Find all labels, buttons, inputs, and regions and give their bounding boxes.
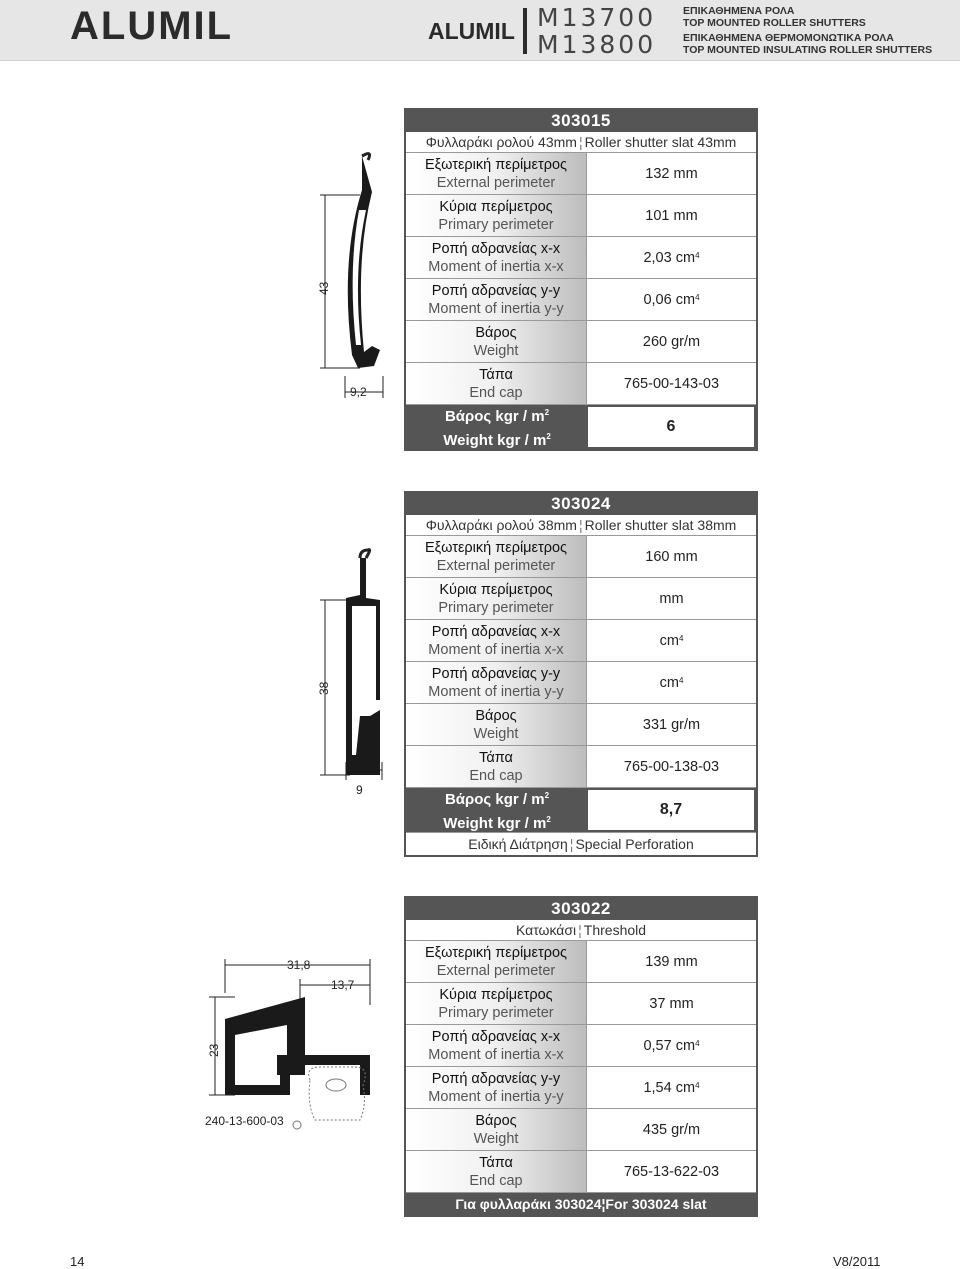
- alumil-logo: ALUMIL: [70, 4, 234, 48]
- description-en: Roller shutter slat 38mm: [584, 517, 737, 533]
- label-en: Moment of inertia x-x: [428, 258, 564, 275]
- label-gr: Ροπή αδρανείας x-x: [431, 623, 561, 640]
- dim-height: 23: [207, 1043, 221, 1057]
- row-primary-perimeter: [406, 578, 756, 620]
- header-line-2: TOP MOUNTED ROLLER SHUTTERS: [683, 17, 866, 29]
- label-en: Moment of inertia y-y: [428, 1088, 564, 1105]
- dim-width: 9: [356, 783, 363, 797]
- value: [586, 1067, 756, 1108]
- header-line-3: ΕΠΙΚΑΘΗΜΕΝΑ ΘΕΡΜΟΜΟΝΩΤΙΚΑ ΡΟΛΑ: [683, 32, 894, 44]
- row-moment-y: [406, 279, 756, 321]
- label-gr: Βάρος kgr / $m^2$: [444, 791, 550, 808]
- row-external-perimeter: [406, 536, 756, 578]
- slat-303015-drawing: [300, 140, 400, 410]
- label-gr: Βάρος: [475, 1112, 517, 1129]
- label-gr: Βάρος kgr / $m^2$: [444, 408, 550, 425]
- dim-height: 43: [317, 281, 331, 295]
- label-gr: Ροπή αδρανείας x-x: [431, 240, 561, 257]
- note-gr: Ειδική Διάτρηση: [468, 836, 568, 852]
- label-en: Primary perimeter: [438, 216, 554, 233]
- profile-description: Κατωκάσι ¦ Threshold: [406, 920, 756, 941]
- row-moment-x: [406, 620, 756, 662]
- label-en: Moment of inertia x-x: [428, 641, 564, 658]
- unit-exponent: 4: [695, 251, 700, 260]
- label-en: Weight: [473, 342, 519, 359]
- label-en: Moment of inertia y-y: [428, 300, 564, 317]
- value: [586, 279, 756, 320]
- label-gr: Κύρια περίμετρος: [439, 198, 553, 215]
- slat-303024-drawing: [300, 540, 400, 800]
- value: 331 gr/m: [586, 704, 756, 745]
- row-end-cap: [406, 746, 756, 788]
- value: 765-00-143-03: [586, 363, 756, 404]
- label-gr: Ροπή αδρανείας y-y: [431, 1070, 561, 1087]
- series-m13700: M13700: [537, 3, 657, 32]
- label-en: External perimeter: [436, 557, 556, 574]
- label-en: External perimeter: [436, 174, 556, 191]
- label-gr: Εξωτερική περίμετρος: [424, 944, 568, 961]
- row-end-cap: [406, 363, 756, 405]
- page-header: [0, 0, 960, 61]
- profile-code: 303022: [406, 898, 756, 920]
- row-primary-perimeter: [406, 195, 756, 237]
- gasket-code: 240-13-600-03: [205, 1114, 284, 1128]
- value: 160 mm: [586, 536, 756, 577]
- value: 6: [588, 405, 756, 449]
- value-text: 0,57 cm: [643, 1037, 696, 1054]
- unit-exponent: 4: [695, 1081, 700, 1090]
- value: [586, 662, 756, 703]
- profile-table-303015: [404, 108, 758, 451]
- row-moment-y: [406, 1067, 756, 1109]
- description-en: Roller shutter slat 43mm: [584, 134, 737, 150]
- label-en: Moment of inertia y-y: [428, 683, 564, 700]
- label-en: Primary perimeter: [438, 599, 554, 616]
- profile-code: 303015: [406, 110, 756, 132]
- description-gr: Κατωκάσι: [515, 922, 577, 938]
- page-number: 14: [70, 1254, 85, 1269]
- description-gr: Φυλλαράκι ρολού 38mm: [425, 517, 577, 533]
- header-line-4: TOP MOUNTED INSULATING ROLLER SHUTTERS: [683, 44, 933, 56]
- row-weight: [406, 1109, 756, 1151]
- value: 8,7: [588, 788, 756, 832]
- dim-width-1: 31,8: [287, 958, 311, 972]
- value: 101 mm: [586, 195, 756, 236]
- label-en: External perimeter: [436, 962, 556, 979]
- unit-exponent: 4: [678, 676, 684, 685]
- profile-description: Φυλλαράκι ρολού 38mm ¦ Roller shutter slat 38mm: [406, 515, 756, 536]
- value: 37 mm: [586, 983, 756, 1024]
- series-m13800: M13800: [537, 30, 657, 59]
- profile-table-303024: [404, 491, 758, 857]
- label-en: End cap: [469, 767, 523, 784]
- slat-compatibility-note: Για φυλλαράκι 303024¦For 303024 slat: [406, 1193, 756, 1215]
- value: 765-13-622-03: [586, 1151, 756, 1192]
- value: [586, 237, 756, 278]
- label-gr: Τάπα: [479, 366, 513, 383]
- label-en: Weight: [473, 1130, 519, 1147]
- unit-exponent: 4: [695, 293, 700, 302]
- label-en: Moment of inertia x-x: [428, 1046, 564, 1063]
- label-gr: Εξωτερική περίμετρος: [424, 156, 568, 173]
- label-en: End cap: [469, 384, 523, 401]
- value-text: cm: [659, 632, 679, 649]
- value: [586, 620, 756, 661]
- value-text: cm: [659, 674, 679, 691]
- label-gr: Τάπα: [479, 1154, 513, 1171]
- note-en: Special Perforation: [575, 836, 694, 852]
- label-en: End cap: [469, 1172, 523, 1189]
- row-weight: [406, 321, 756, 363]
- profile-description: Φυλλαράκι ρολού 43mm ¦ Roller shutter slat 43mm: [406, 132, 756, 153]
- row-weight-per-m2: [406, 788, 756, 832]
- label-en: Weight kgr / $m^2$: [443, 815, 551, 832]
- unit-exponent: 4: [678, 634, 684, 643]
- note-en: For 303024 slat: [605, 1196, 707, 1212]
- dim-width-2: 13,7: [331, 978, 355, 992]
- dim-height: 38: [317, 681, 331, 695]
- row-weight: [406, 704, 756, 746]
- description-gr: Φυλλαράκι ρολού 43mm: [425, 134, 577, 150]
- value: 435 gr/m: [586, 1109, 756, 1150]
- alumil-logo-small: ALUMIL: [428, 18, 515, 44]
- label-gr: Βάρος: [475, 707, 517, 724]
- value-text: 0,06 cm: [643, 291, 696, 308]
- special-perforation-note: Ειδική Διάτρηση ¦ Special Perforation: [406, 832, 756, 855]
- row-external-perimeter: [406, 153, 756, 195]
- row-weight-per-m2: [406, 405, 756, 449]
- label-en: Weight: [473, 725, 519, 742]
- row-end-cap: [406, 1151, 756, 1193]
- version-label: V8/2011: [833, 1254, 881, 1269]
- label-gr: Κύρια περίμετρος: [439, 986, 553, 1003]
- label-gr: Ροπή αδρανείας x-x: [431, 1028, 561, 1045]
- value: 132 mm: [586, 153, 756, 194]
- label-en: Primary perimeter: [438, 1004, 554, 1021]
- label-en: Weight kgr / $m^2$: [443, 432, 551, 449]
- row-moment-y: [406, 662, 756, 704]
- value-text: 1,54 cm: [643, 1079, 696, 1096]
- label-gr: Κύρια περίμετρος: [439, 581, 553, 598]
- value: 260 gr/m: [586, 321, 756, 362]
- header-line-1: ΕΠΙΚΑΘΗΜΕΝΑ ΡΟΛΑ: [683, 5, 795, 17]
- profile-code: 303024: [406, 493, 756, 515]
- row-external-perimeter: [406, 941, 756, 983]
- note-gr: Για φυλλαράκι 303024: [455, 1196, 602, 1212]
- value: [586, 1025, 756, 1066]
- unit-exponent: 4: [695, 1039, 700, 1048]
- threshold-303022-drawing: [195, 955, 400, 1155]
- label-gr: Ροπή αδρανείας y-y: [431, 665, 561, 682]
- dim-width: 9,2: [350, 385, 367, 399]
- row-moment-x: [406, 1025, 756, 1067]
- value: 765-00-138-03: [586, 746, 756, 787]
- value: 139 mm: [586, 941, 756, 982]
- header-divider: [523, 8, 527, 54]
- label-gr: Βάρος: [475, 324, 517, 341]
- label-gr: Εξωτερική περίμετρος: [424, 539, 568, 556]
- profile-table-303022: [404, 896, 758, 1217]
- value: mm: [586, 578, 756, 619]
- value-text: 2,03 cm: [643, 249, 696, 266]
- row-primary-perimeter: [406, 983, 756, 1025]
- label-gr: Ροπή αδρανείας y-y: [431, 282, 561, 299]
- label-gr: Τάπα: [479, 749, 513, 766]
- description-en: Threshold: [583, 922, 647, 938]
- row-moment-x: [406, 237, 756, 279]
